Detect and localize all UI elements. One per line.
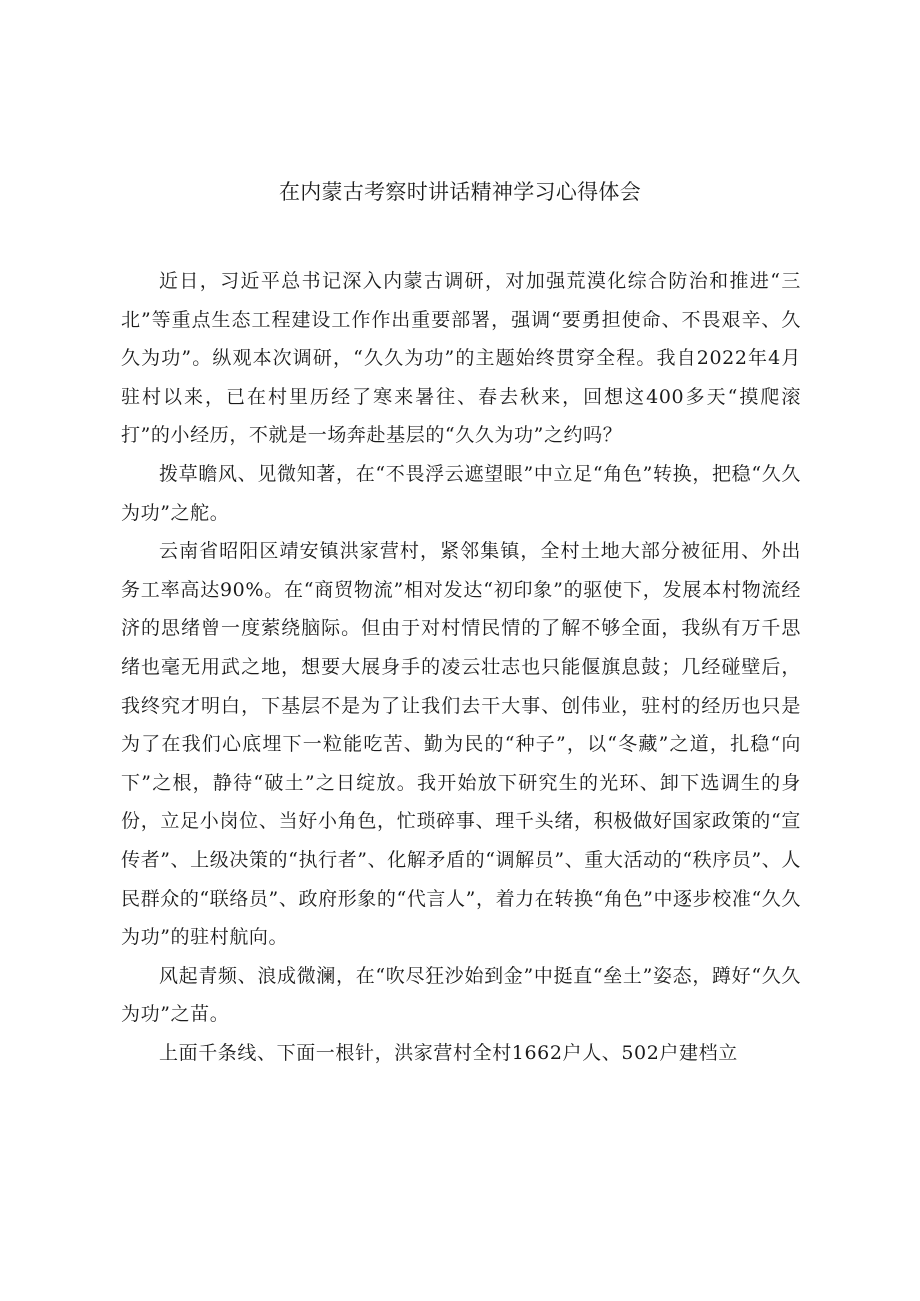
paragraph-intro: 近日，习近平总书记深入内蒙古调研，对加强荒漠化综合防治和推进“三北”等重点生态工程建设工作作出重要部署，强调“要勇担使命、不畏艰辛、久久为功”。纵观本次调研，“久久为功”的主题始终贯穿全程。我自2022年4月驻村以来，已在村里历经了寒来暑往、春去秋来，回想这400多天“摸爬滚打”的小经历，不就是一场奔赴基层的“久久为功”之约吗？ <box>121 270 801 447</box>
paragraph-section-2-heading: 风起青频、浪成微澜，在“吹尽狂沙始到金”中挺直“垒土”姿态，蹲好“久久为功”之苗。 <box>121 964 801 1026</box>
paragraph-section-1-body: 云南省昭阳区靖安镇洪家营村，紧邻集镇，全村土地大部分被征用、外出务工率高达90%。在“商贸物流”相对发达“初印象”的驱使下，发展本村物流经济的思绪曾一度萦绕脑际。但由于对村情民情的了解不够全面，我纵有万千思绪也毫无用武之地，想要大展身手的凌云壮志也只能偃旗息鼓；几经碰壁后，我终究才明白，下基层不是为了让我们去干大事、创伟业，驻村的经历也只是为了在我们心底埋下一粒能吃苦、勤为民的“种子”，以“冬藏”之道，扎稳“向下”之根，静待“破土”之日绽放。我开始放下研究生的光环、卸下选调生的身份，立足小岗位、当好小角色，忙琐碎事、理千头绪，积极做好国家政策的“宣传者”、上级决策的“执行者”、化解矛盾的“调解员”、重大活动的“秩序员”、人民群众的“联络员”、政府形象的“代言人”，着力在转换“角色”中逐步校准“久久为功”的驻村航向。 <box>121 540 801 949</box>
document-title: 在内蒙古考察时讲话精神学习心得体会 <box>278 180 642 204</box>
paragraph-section-1-heading: 拨草瞻风、见微知著，在“不畏浮云遮望眼”中立足“角色”转换，把稳“久久为功”之舵。 <box>121 462 801 524</box>
document-body <box>121 262 801 1072</box>
paragraph-section-2-body: 上面千条线、下面一根针，洪家营村全村1662户人、502户建档立 <box>159 1041 738 1064</box>
